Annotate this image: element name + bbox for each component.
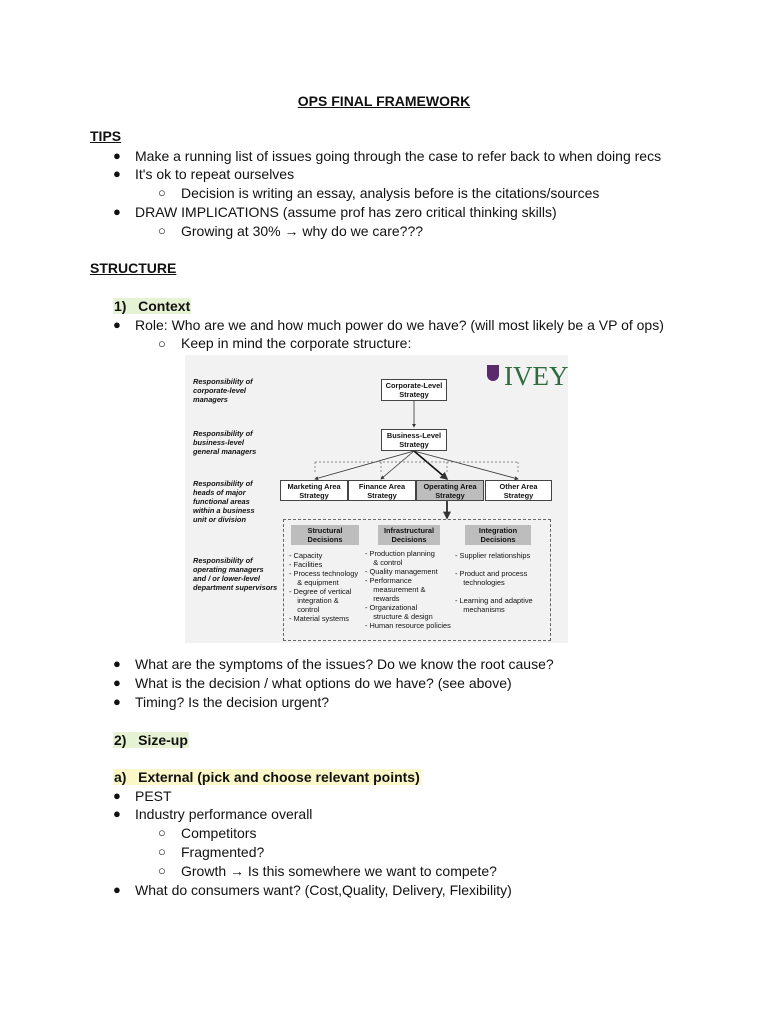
bullet-icon: ● <box>113 656 121 671</box>
bullet-icon: ● <box>113 204 121 219</box>
bullet-icon: ● <box>113 317 121 332</box>
hollow-bullet-icon: ○ <box>158 185 166 200</box>
responsibility-label: Responsibility of business-level general managers <box>193 429 257 456</box>
responsibility-label: Responsibility of heads of major functional areas within a business unit or division <box>193 479 255 524</box>
business-strategy-box: Business-Level Strategy <box>381 429 447 451</box>
tips-subitem: Decision is writing an essay, analysis before is the citations/sources <box>181 185 600 201</box>
bullet-icon: ● <box>113 882 121 897</box>
context-item: What are the symptoms of the issues? Do we know the root cause? <box>135 656 554 672</box>
tips-subitem: Growing at 30% → why do we care??? <box>181 223 424 239</box>
ivey-logo: IVEY <box>504 361 569 391</box>
bullet-icon: ● <box>113 806 121 821</box>
structure-heading: STRUCTURE <box>90 260 177 276</box>
operating-strategy-box: Operating Area Strategy <box>416 480 484 501</box>
external-subitem: Fragmented? <box>181 844 265 860</box>
sizeup-heading: 2) Size-up <box>114 732 188 748</box>
page-title: OPS FINAL FRAMEWORK <box>297 93 471 109</box>
corporate-strategy-box: Corporate-Level Strategy <box>381 379 447 401</box>
corporate-structure-diagram <box>185 355 568 643</box>
external-item: Industry performance overall <box>135 806 313 822</box>
responsibility-label: Responsibility of operating managers and / or lower-level department supervisors <box>193 556 278 592</box>
bullet-icon: ● <box>113 694 121 709</box>
external-subitem: Growth → Is this somewhere we want to compete? <box>181 863 497 879</box>
integration-decisions-header: Integration Decisions <box>465 525 531 545</box>
bullet-icon: ● <box>113 166 121 181</box>
context-heading: 1) Context <box>114 298 191 314</box>
tips-heading: TIPS <box>90 128 122 144</box>
tips-item: Make a running list of issues going through the case to refer back to when doing recs <box>135 148 662 164</box>
other-strategy-box: Other Area Strategy <box>485 480 552 501</box>
external-subitem: Competitors <box>181 825 257 841</box>
hollow-bullet-icon: ○ <box>158 844 166 859</box>
hollow-bullet-icon: ○ <box>158 863 166 878</box>
bullet-icon: ● <box>113 788 121 803</box>
bullet-icon: ● <box>113 675 121 690</box>
tips-item: DRAW IMPLICATIONS (assume prof has zero critical thinking skills) <box>135 204 557 220</box>
structural-decisions-list: - Capacity - Facilities - Process technology & equipment - Degree of vertical integration & control - Material systems <box>289 551 359 623</box>
responsibility-label: Responsibility of corporate-level managers <box>193 377 253 404</box>
hollow-bullet-icon: ○ <box>158 825 166 840</box>
marketing-strategy-box: Marketing Area Strategy <box>280 480 348 501</box>
external-item: What do consumers want? (Cost,Quality, Delivery, Flexibility) <box>135 882 512 898</box>
infrastructural-decisions-header: Infrastructural Decisions <box>378 525 440 545</box>
context-item: What is the decision / what options do we have? (see above) <box>135 675 512 691</box>
hollow-bullet-icon: ○ <box>158 336 166 351</box>
hollow-bullet-icon: ○ <box>158 223 166 238</box>
finance-strategy-box: Finance Area Strategy <box>348 480 416 501</box>
context-sub: Keep in mind the corporate structure: <box>181 335 412 351</box>
context-role: Role: Who are we and how much power do we have? (will most likely be a VP of ops) <box>135 317 664 333</box>
integration-decisions-list: - Supplier relationships - Product and process technologies - Learning and adaptive mechanisms <box>455 551 533 614</box>
tips-item: It's ok to repeat ourselves <box>135 166 295 182</box>
external-item: PEST <box>135 788 172 804</box>
infrastructural-decisions-list: - Production planning & control - Quality management - Performance measurement & rewards - Organizational structure & design - Human resource policies <box>365 549 451 630</box>
bullet-icon: ● <box>113 148 121 163</box>
structural-decisions-header: Structural Decisions <box>291 525 359 545</box>
context-item: Timing? Is the decision urgent? <box>135 694 330 710</box>
external-heading: a) External (pick and choose relevant points) <box>114 769 420 785</box>
